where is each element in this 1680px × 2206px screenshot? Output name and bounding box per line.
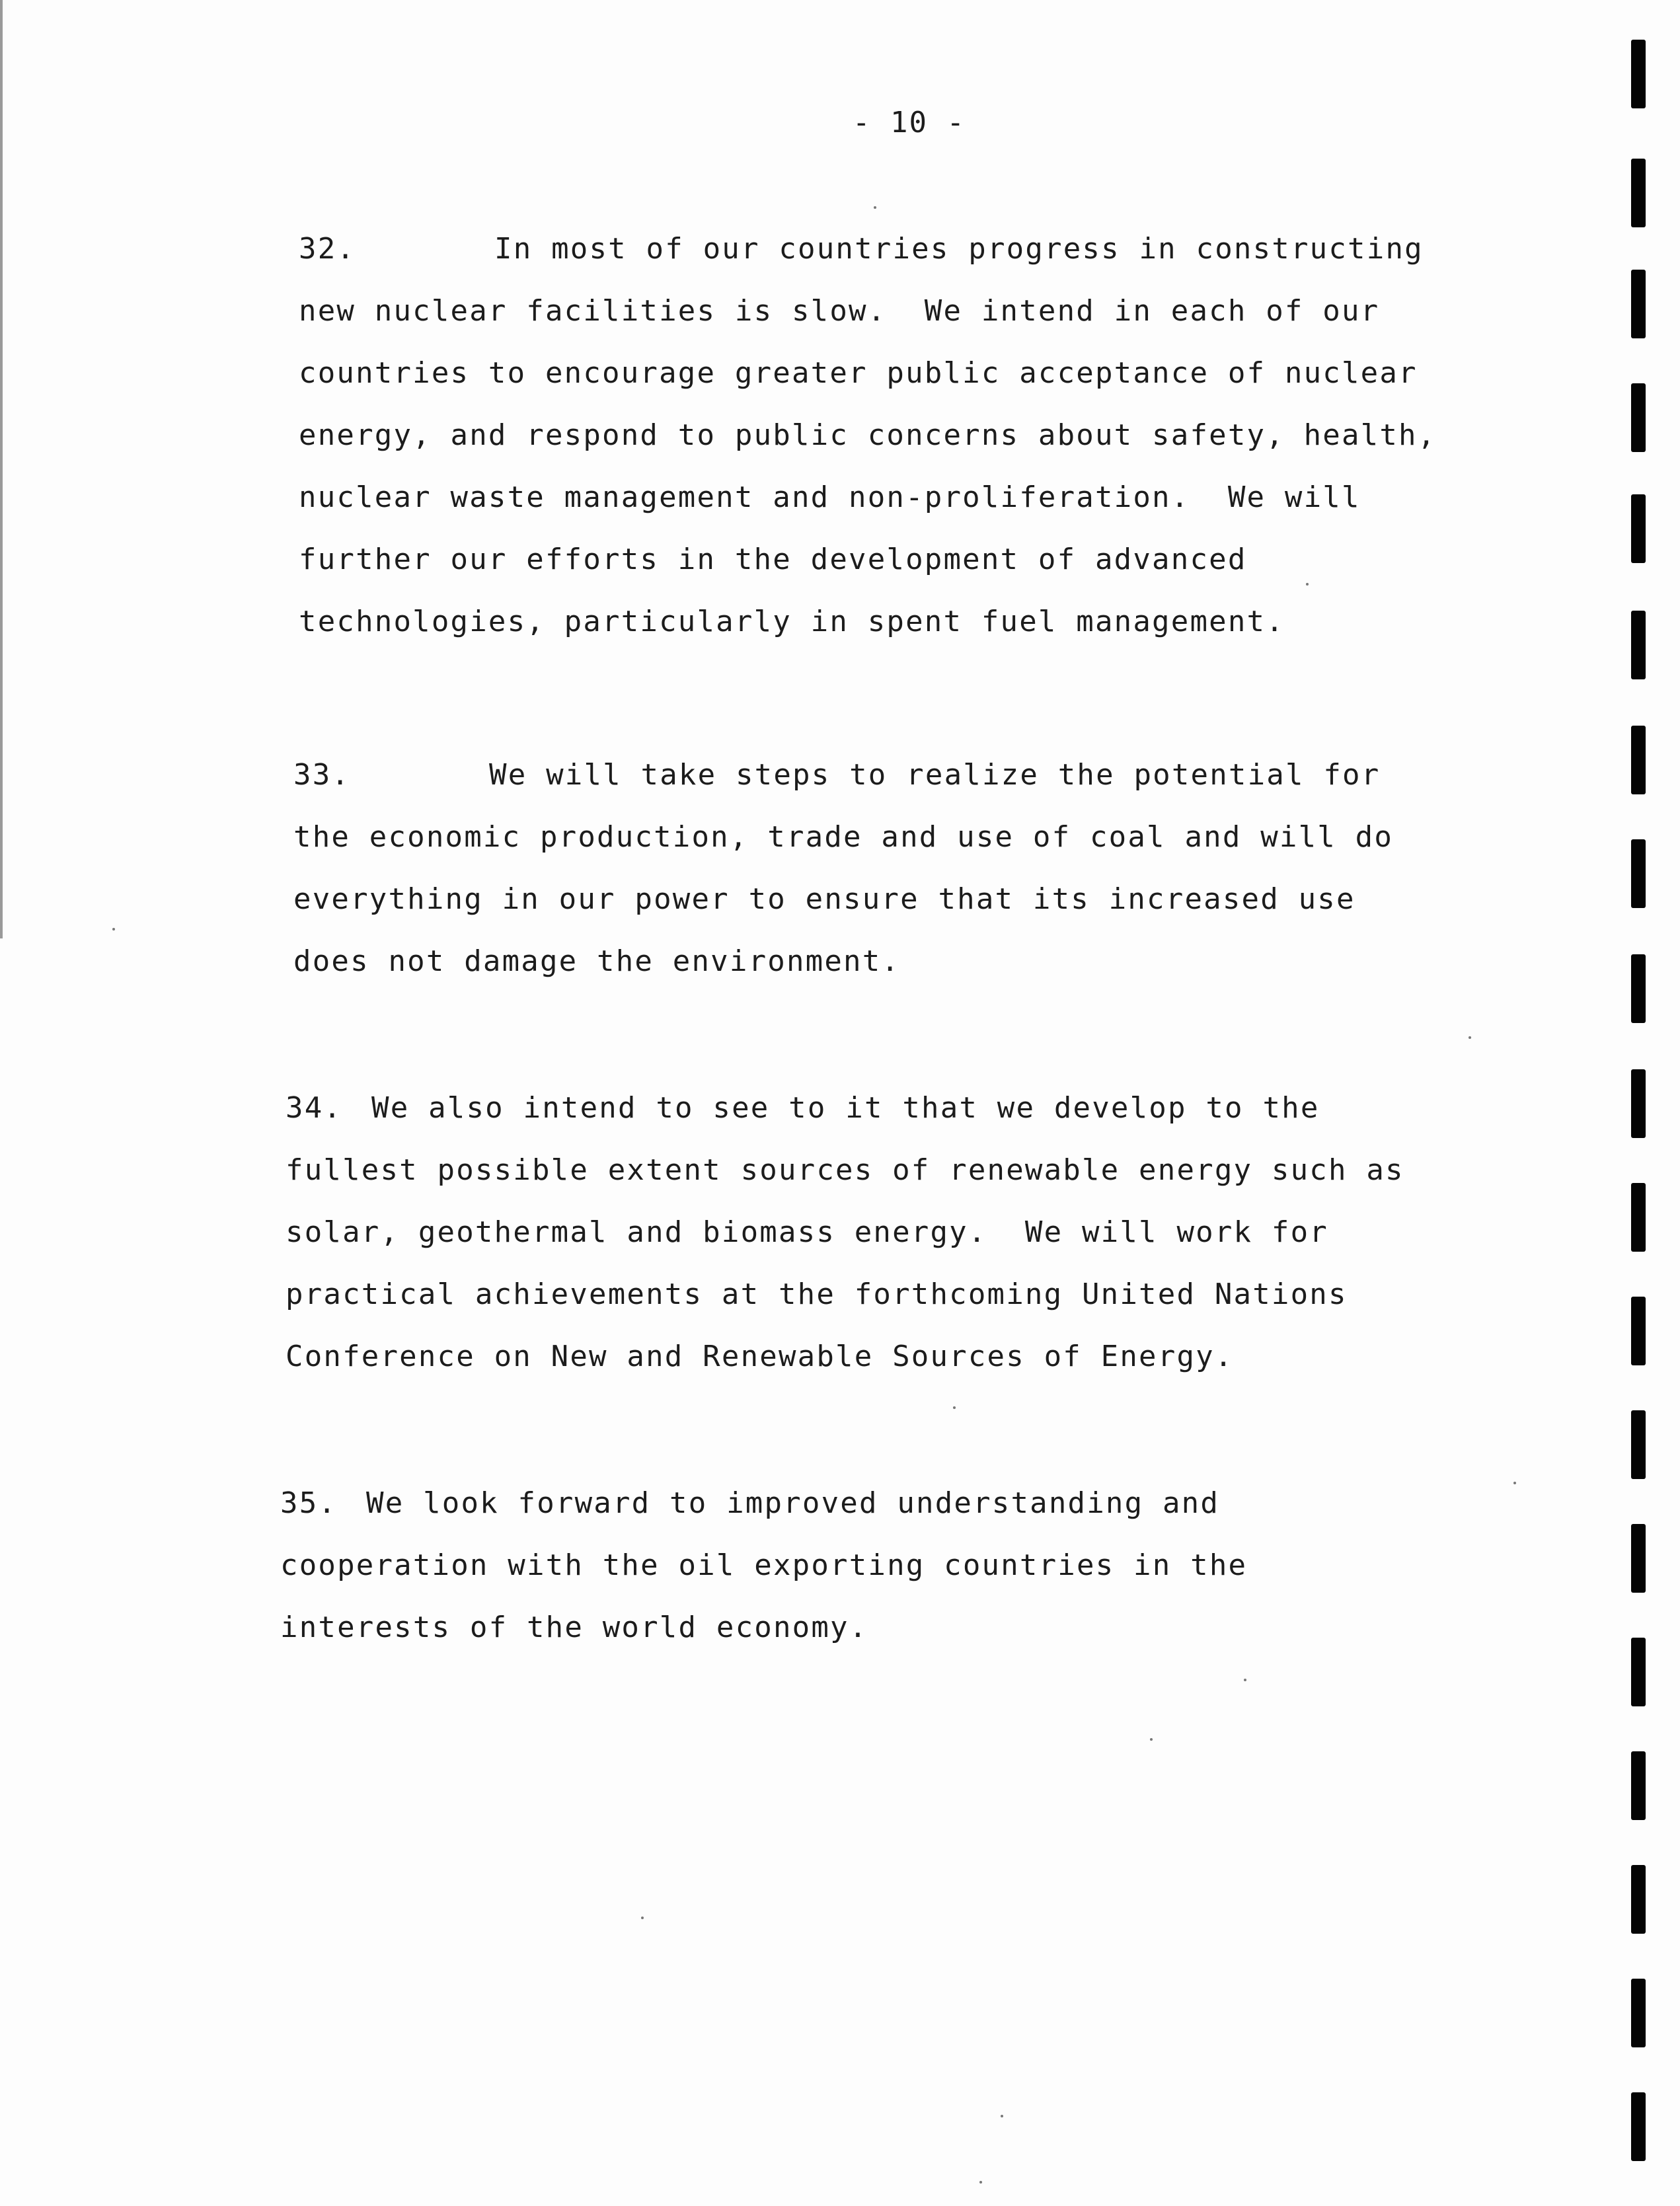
scan-speck [953, 1406, 956, 1409]
page-number: - 10 - [853, 106, 966, 139]
paragraph-line: the economic production, trade and use of coal and will do [293, 820, 1394, 854]
scan-speck [1513, 1482, 1516, 1484]
paragraph-line: solar, geothermal and biomass energy. We will work for [286, 1215, 1328, 1249]
paragraph-line: new nuclear facilities is slow. We intend in each of our [299, 294, 1380, 328]
paragraph-34 [286, 1077, 1515, 1388]
paragraph-line: everything in our power to ensure that its increased use [293, 882, 1355, 916]
paragraph-line: countries to encourage greater public acceptance of nuclear [299, 356, 1418, 390]
paragraph-line: fullest possible extent sources of renewable energy such as [286, 1153, 1404, 1187]
scan-bar [1631, 494, 1646, 563]
scan-bar [1631, 1638, 1646, 1706]
scan-bar [1631, 270, 1646, 338]
paragraph-33 [293, 744, 1523, 993]
scan-bar [1631, 40, 1646, 108]
scan-left-edge [0, 0, 3, 938]
scan-speck [979, 2181, 982, 2184]
paragraph-number: 34. [286, 1091, 343, 1125]
scan-bar [1631, 954, 1646, 1023]
paragraph-number: 33. [293, 758, 351, 792]
scan-bar [1631, 1297, 1646, 1365]
line-text: We also intend to see to it that we develop to the [371, 1091, 1320, 1125]
scan-bar [1631, 1751, 1646, 1820]
scan-speck [641, 1917, 644, 1919]
scan-bar [1631, 2092, 1646, 2161]
paragraph-line: technologies, particularly in spent fuel management. [299, 605, 1285, 638]
scan-speck [1306, 583, 1309, 586]
line-text: We will take steps to realize the potential for [489, 758, 1381, 792]
scan-bar [1631, 1979, 1646, 2047]
scan-bar [1631, 383, 1646, 452]
scan-bar [1631, 159, 1646, 227]
paragraph-35 [280, 1472, 1509, 1659]
paragraph-line: energy, and respond to public concerns about safety, health, [299, 418, 1437, 452]
line-text: We look forward to improved understanding and [366, 1486, 1220, 1520]
scan-speck [1469, 1036, 1471, 1039]
paragraph-line: nuclear waste management and non-proliferation. We will [299, 480, 1361, 514]
paragraph-line: cooperation with the oil exporting countries in the [280, 1548, 1248, 1582]
paragraph-number: 32. [299, 232, 356, 266]
paragraph-line: does not damage the environment. [293, 944, 901, 978]
paragraph-line [280, 1472, 1509, 1535]
scan-bar [1631, 1183, 1646, 1252]
paragraph-number: 35. [280, 1486, 338, 1520]
scan-bar [1631, 1865, 1646, 1934]
paragraph-line: Conference on New and Renewable Sources of Energy. [286, 1340, 1234, 1373]
paragraph-line: further our efforts in the development of advanced [299, 543, 1247, 576]
line-text: In most of our countries progress in constructing [494, 232, 1424, 266]
scan-speck [1150, 1738, 1153, 1741]
scan-bar [1631, 1524, 1646, 1593]
paragraph-line [299, 218, 1528, 280]
scan-bar [1631, 611, 1646, 679]
paragraph-32 [299, 218, 1528, 653]
scan-bar [1631, 1410, 1646, 1479]
paragraph-line [293, 744, 1523, 806]
scan-speck [112, 928, 115, 931]
scan-speck [1001, 2115, 1003, 2117]
paragraph-line: interests of the world economy. [280, 1611, 868, 1644]
scan-bar [1631, 839, 1646, 908]
paragraph-line: practical achievements at the forthcoming United Nations [286, 1277, 1348, 1311]
scan-bar [1631, 726, 1646, 794]
scan-speck [1244, 1679, 1246, 1681]
scan-speck [874, 206, 876, 209]
scan-bar [1631, 1069, 1646, 1138]
paragraph-line [286, 1077, 1515, 1139]
